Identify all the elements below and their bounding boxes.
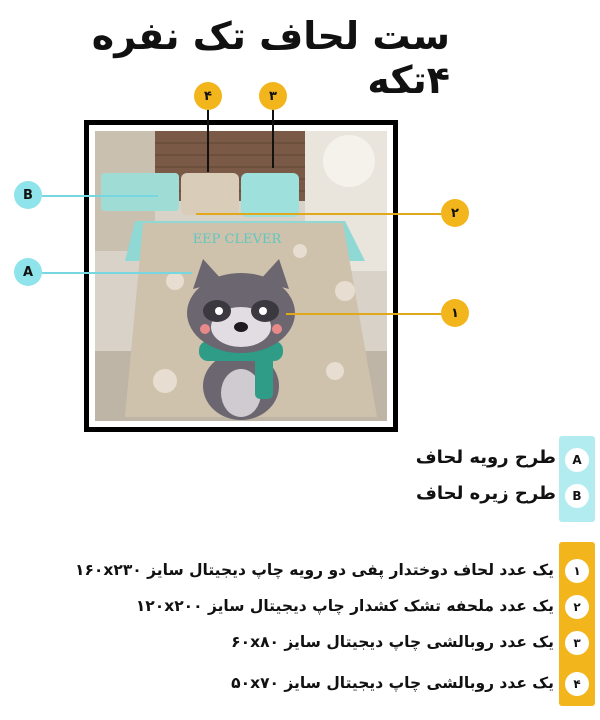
item-number-1: ۱	[565, 559, 589, 583]
item-number-4: ۴	[565, 672, 589, 696]
callout-line-2	[196, 213, 442, 215]
item-number-2: ۲	[565, 595, 589, 619]
duvet-print-text: EEP CLEVER	[192, 232, 282, 247]
item-text-1: یک عدد لحاف دوختدار پفی دو رویه چاپ دیجیتال سایز ۱۶۰x۲۳۰	[75, 561, 554, 579]
callout-line-b	[42, 195, 158, 197]
callout-line-3	[272, 108, 274, 168]
product-photo	[95, 131, 387, 421]
callout-line-a	[42, 272, 192, 274]
legend-text-a: طرح رویه لحاف	[415, 447, 556, 468]
page-title: ست لحاف تک نفره ۴تکه	[91, 14, 450, 102]
callout-3: ۳	[259, 82, 287, 110]
legend-letter-a: A	[565, 448, 589, 472]
callout-2: ۲	[441, 199, 469, 227]
callout-4: ۴	[194, 82, 222, 110]
item-text-3: یک عدد روبالشی چاپ دیجیتال سایز ۶۰x۸۰	[231, 633, 554, 651]
callout-a: A	[14, 258, 42, 286]
legend-text-b: طرح زیره لحاف	[415, 483, 556, 504]
callout-line-4	[207, 108, 209, 172]
item-text-4: یک عدد روبالشی چاپ دیجیتال سایز ۵۰x۷۰	[231, 674, 554, 692]
callout-line-1	[286, 313, 442, 315]
product-photo-frame	[84, 120, 398, 432]
legend-letter-b: B	[565, 484, 589, 508]
item-text-2: یک عدد ملحفه تشک کشدار چاپ دیجیتال سایز ۱۲۰x۲۰۰	[135, 597, 554, 615]
callout-b: B	[14, 181, 42, 209]
callout-1: ۱	[441, 299, 469, 327]
item-number-3: ۳	[565, 631, 589, 655]
